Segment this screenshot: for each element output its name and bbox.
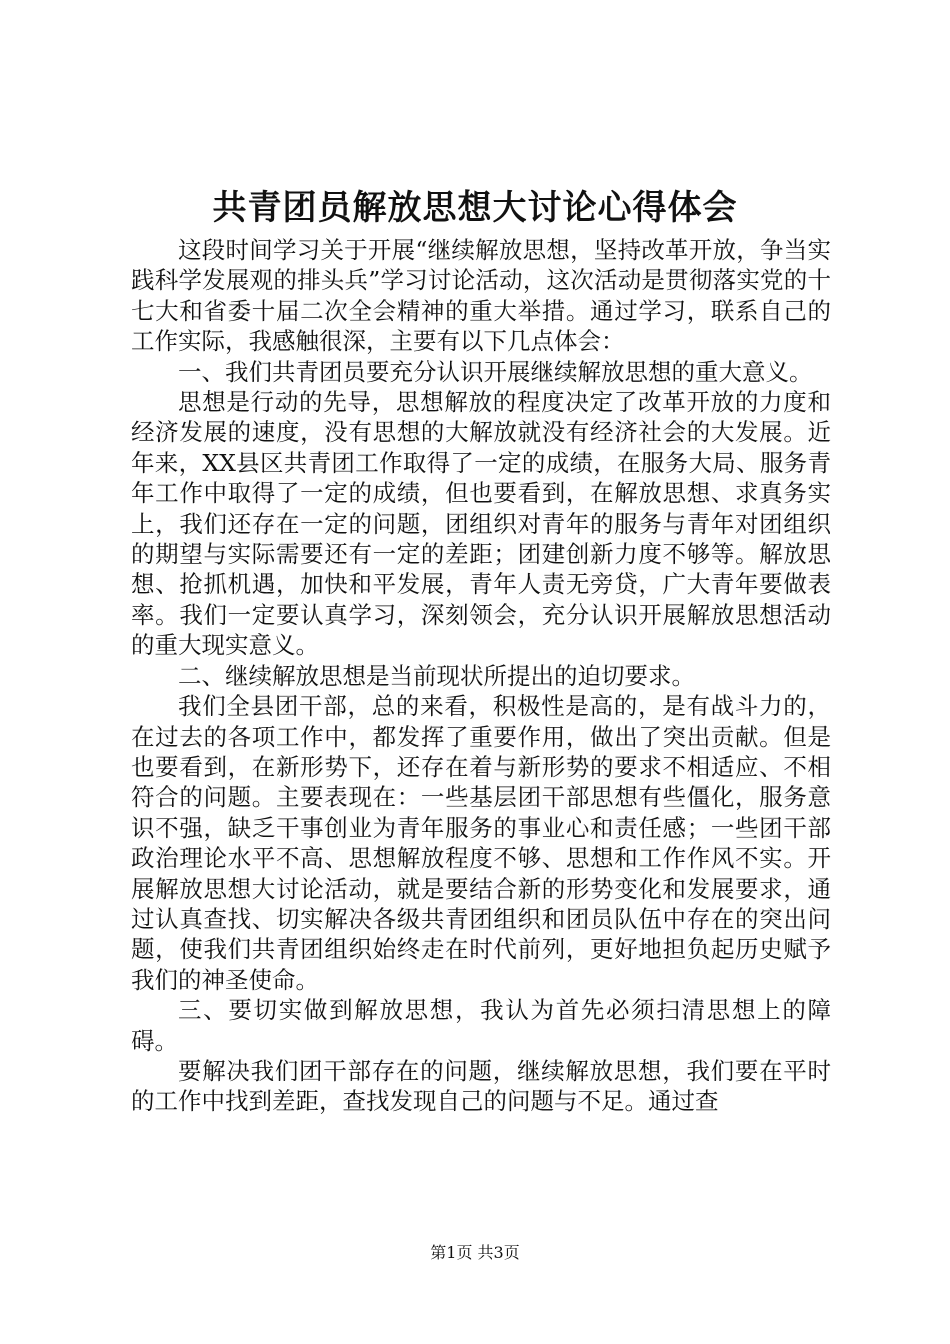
section-heading: 一、我们共青团员要充分认识开展继续解放思想的重大意义。 xyxy=(178,357,813,386)
section-heading: 二、继续解放思想是当前现状所提出的迫切要求。 xyxy=(178,661,695,690)
section-heading: 三、要切实做到解放思想，我认为首先必须扫清思想上的障碍。 xyxy=(131,996,831,1055)
paragraph: 思想是行动的先导，思想解放的程度决定了改革开放的力度和经济发展的速度，没有思想的大解放就没有经济社会的大发展。近年来，XX县区共青团工作取得了一定的成绩，在服务大局、服务青年工作中取得了一定的成绩，但也要看到，在解放思想、求真务实上，我们还存在一定的问题，团组织对青年的服务与青年对团组织的期望与实际需要还有一定的差距；团建创新力度不够等。解放思想、抢抓机遇，加快和平发展，青年人责无旁贷，广大青年要做表率。我们一定要认真学习，深刻领会，充分认识开展解放思想活动的重大现实意义。 xyxy=(131,388,831,660)
paragraph: 要解决我们团干部存在的问题，继续解放思想，我们要在平时的工作中找到差距，查找发现自己的问题与不足。通过查 xyxy=(131,1056,831,1116)
paragraph: 我们全县团干部，总的来看，积极性是高的，是有战斗力的，在过去的各项工作中，都发挥了重要作用，做出了突出贡献。但是也要看到，在新形势下，还存在着与新形势的要求不相适应、不相符合的问题。主要表现在：一些基层团干部思想有些僵化，服务意识不强，缺乏干事创业为青年服务的事业心和责任感；一些团干部政治理论水平不高、思想解放程度不够、思想和工作作风不实。开展解放思想大讨论活动，就是要结合新的形势变化和发展要求，通过认真查找、切实解决各级共青团组织和团员队伍中存在的突出问题，使我们共青团组织始终走在时代前列，更好地担负起历史赋予我们的神圣使命。 xyxy=(131,692,831,994)
document-title: 共青团员解放思想大讨论心得体会 xyxy=(212,188,738,228)
document-body xyxy=(131,235,831,1117)
page-footer: 第1页 共3页 xyxy=(430,1243,520,1262)
paragraph: 这段时间学习关于开展“继续解放思想，坚持改革开放，争当实践科学发展观的排头兵”学习讨论活动，这次活动是贯彻落实党的十七大和省委十届二次全会精神的重大举措。通过学习，联系自己的工作实际，我感触很深，主要有以下几点体会： xyxy=(131,236,831,356)
